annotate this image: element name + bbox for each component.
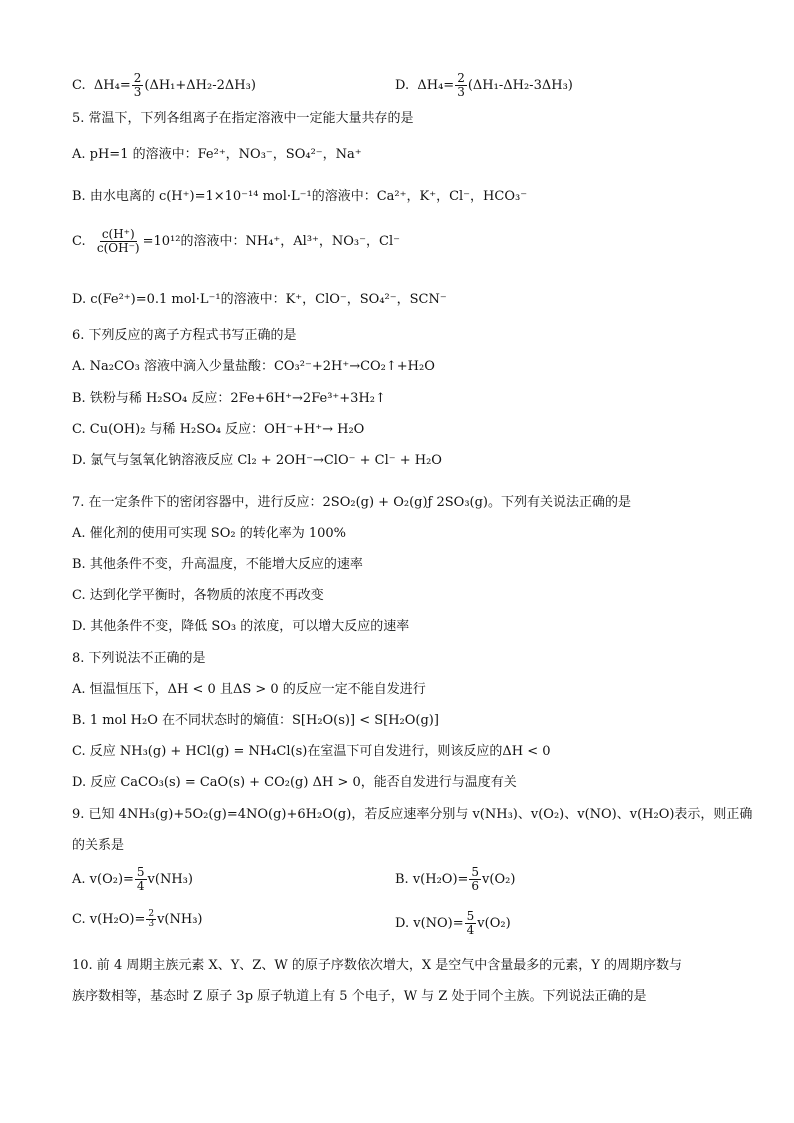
q9-stem-line1: 9. 已知 4NH₃(g)+5O₂(g)=4NO(g)+6H₂O(g)，若反应速率分别与 v(NH₃)、v(O₂)、v(NO)、v(H₂O)表示，则正确 [72, 807, 753, 822]
q4-option-c: C. ΔH₄= $\frac{2}{3}$ (ΔH₁+ΔH₂-2ΔH₃) [72, 71, 256, 99]
q6-option-a: A. Na₂CO₃ 溶液中滴入少量盐酸：CO₃²⁻+2H⁺→CO₂↑+H₂O [72, 359, 435, 374]
fraction: $\frac{2}{3}$ [133, 71, 142, 99]
q7-option-b: B. 其他条件不变，升高温度，不能增大反应的速率 [72, 557, 363, 572]
q5-stem: 5. 常温下，下列各组离子在指定溶液中一定能大量共存的是 [72, 111, 414, 126]
q9-option-d: D. v(NO)= $\frac{5}{4}$ v(O₂) [395, 909, 511, 937]
fraction: $\frac{2}{3}$ [457, 71, 465, 99]
fraction: $\frac{5}{6}$ [471, 865, 480, 893]
q5-option-b: B. 由水电离的 c(H⁺)=1×10⁻¹⁴ mol·L⁻¹的溶液中：Ca²⁺，K⁺，Cl⁻，HCO₃⁻ [72, 189, 528, 204]
q6-stem: 6. 下列反应的离子方程式书写正确的是 [72, 328, 297, 343]
q8-option-d: D. 反应 CaCO₃(s) = CaO(s) + CO₂(g) ΔH > 0，能否自发进行与温度有关 [72, 775, 517, 790]
fraction: $\frac{2}{3}$ [148, 909, 155, 929]
q10-line1: 10. 前 4 周期主族元素 X、Y、Z、W 的原子序数依次增大，X 是空气中含量最多的元素，Y 的周期序数与 [72, 958, 682, 973]
q7-option-a: A. 催化剂的使用可实现 SO₂ 的转化率为 100% [72, 526, 346, 541]
q8-stem: 8. 下列说法不正确的是 [72, 651, 206, 666]
q6-option-b: B. 铁粉与稀 H₂SO₄ 反应：2Fe+6H⁺→2Fe³⁺+3H₂↑ [72, 391, 386, 406]
q8-option-c: C. 反应 NH₃(g) + HCl(g) = NH₄Cl(s)在室温下可自发进行，则该反应的ΔH < 0 [72, 744, 551, 759]
q7-option-d: D. 其他条件不变，降低 SO₃ 的浓度，可以增大反应的速率 [72, 619, 410, 634]
q5-option-a: A. pH=1 的溶液中：Fe²⁺，NO₃⁻，SO₄²⁻，Na⁺ [72, 147, 362, 162]
fraction: $\frac{5}{4}$ [466, 909, 475, 937]
q5-option-c: C. $\frac{c(H^+)}{c(OH^-)}$ =10¹²的溶液中：NH₄⁺，Al³⁺，NO₃⁻，Cl⁻ [72, 227, 400, 255]
q8-option-b: B. 1 mol H₂O 在不同状态时的熵值：S[H₂O(s)] < S[H₂O(g)] [72, 713, 439, 728]
q9-stem-line2: 的关系是 [72, 838, 125, 853]
q5-option-d: D. c(Fe²⁺)=0.1 mol·L⁻¹的溶液中：K⁺，ClO⁻，SO₄²⁻，SCN⁻ [72, 292, 447, 307]
q7-option-c: C. 达到化学平衡时，各物质的浓度不再改变 [72, 588, 324, 603]
q9-option-b: B. v(H₂O)= $\frac{5}{6}$ v(O₂) [395, 865, 516, 893]
q4-option-d: D. ΔH₄= $\frac{2}{3}$ (ΔH₁-ΔH₂-3ΔH₃) [395, 71, 573, 99]
q10-line2: 族序数相等，基态时 Z 原子 3p 原子轨道上有 5 个电子，W 与 Z 处于同个主族。下列说法正确的是 [72, 989, 647, 1004]
q6-option-c: C. Cu(OH)₂ 与稀 H₂SO₄ 反应：OH⁻+H⁺→ H₂O [72, 422, 365, 437]
q9-option-c: C. v(H₂O)= $\frac{2}{3}$ v(NH₃) [72, 909, 203, 929]
q9-option-a: A. v(O₂)= $\frac{5}{4}$ v(NH₃) [72, 865, 193, 893]
fraction: $\frac{c(H^+)}{c(OH^-)}$ [96, 227, 140, 255]
fraction: $\frac{5}{4}$ [136, 865, 145, 893]
q7-stem: 7. 在一定条件下的密闭容器中，进行反应：2SO₂(g) + O₂(g)ƒ 2SO₃(g)。下列有关说法正确的是 [72, 495, 631, 510]
q6-option-d: D. 氯气与氢氧化钠溶液反应 Cl₂ + 2OH⁻→ClO⁻ + Cl⁻ + H₂O [72, 453, 442, 468]
q8-option-a: A. 恒温恒压下，ΔH < 0 且ΔS > 0 的反应一定不能自发进行 [72, 682, 426, 697]
